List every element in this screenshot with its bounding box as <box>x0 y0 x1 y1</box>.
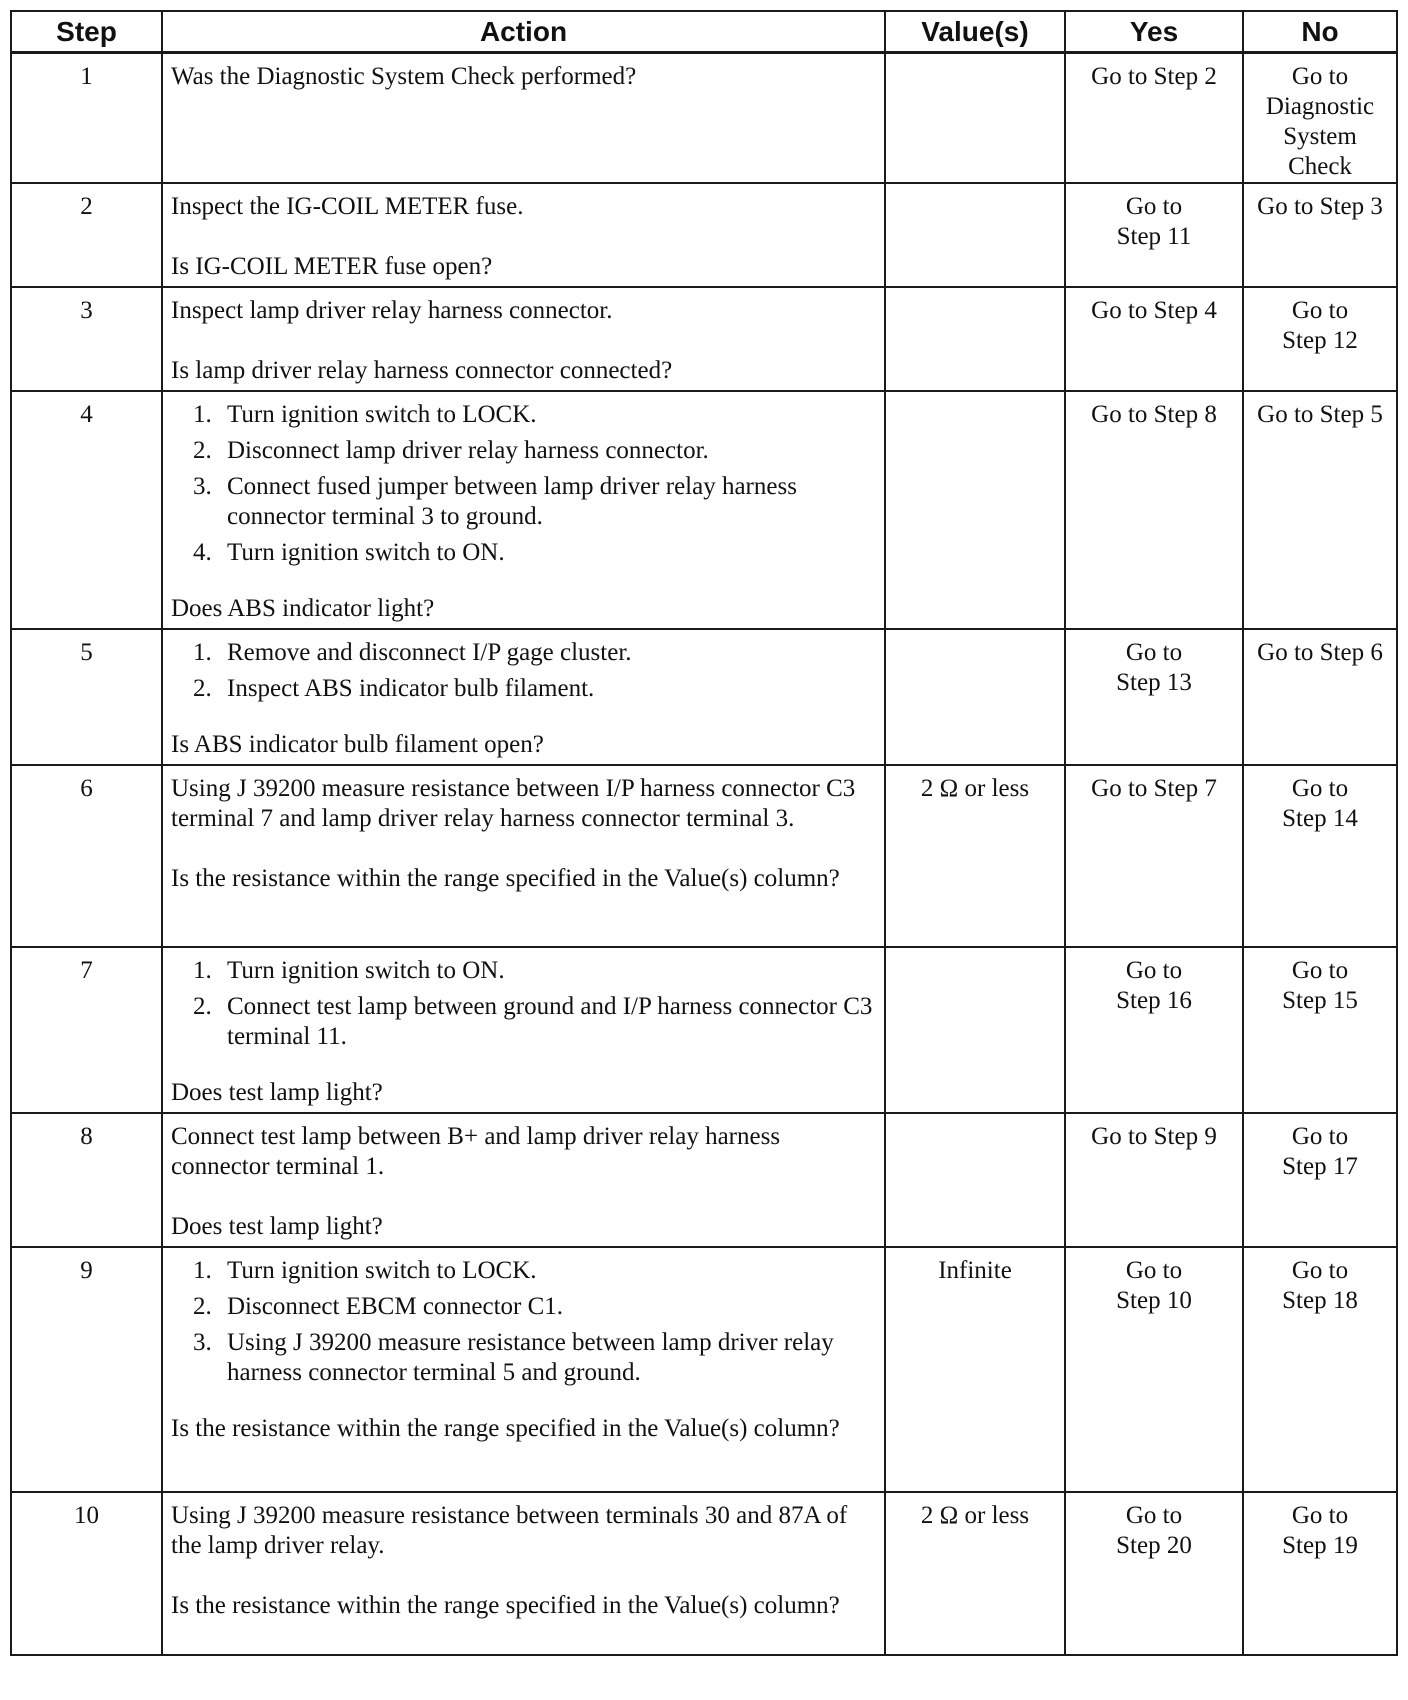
table-row <box>11 53 1397 184</box>
table-row <box>11 391 1397 629</box>
value-cell: 2 Ω or less <box>885 765 1065 947</box>
table-row <box>11 765 1397 947</box>
no-cell <box>1243 629 1397 765</box>
substep: 1. Remove and disconnect I/P gage cluster. <box>193 639 632 666</box>
substep: 3. Connect fused jumper between lamp driver relay harness connector terminal 3 to ground. <box>193 473 797 530</box>
table-row <box>11 287 1397 391</box>
substep-list <box>171 956 876 1052</box>
substep: 2. Connect test lamp between ground and I/P harness connector C3 terminal 11. <box>193 993 873 1050</box>
value-cell <box>885 629 1065 765</box>
yes-link: Go to Step 11 <box>1116 193 1192 250</box>
step-number: 6 <box>11 765 162 947</box>
no-cell <box>1243 287 1397 391</box>
table-row <box>11 1492 1397 1655</box>
substep: 1. Turn ignition switch to ON. <box>193 957 505 984</box>
action-cell <box>162 391 885 629</box>
action-question: Is lamp driver relay harness connector connected? <box>171 357 673 384</box>
action-question: Does ABS indicator light? <box>171 595 435 622</box>
no-cell <box>1243 947 1397 1113</box>
table-row <box>11 629 1397 765</box>
action-question: Does test lamp light? <box>171 1213 383 1240</box>
action-question: Is the resistance within the range specified in the Value(s) column? <box>171 865 840 892</box>
substep: 2. Disconnect lamp driver relay harness connector. <box>193 437 709 464</box>
no-cell <box>1243 183 1397 287</box>
value-cell <box>885 947 1065 1113</box>
no-link: Go to Step 6 <box>1257 639 1383 666</box>
substep-text: Connect fused jumper between lamp driver relay harness connector terminal 3 to ground. <box>227 473 797 530</box>
substep-text: Using J 39200 measure resistance between lamp driver relay harness connector terminal 5 and ground. <box>227 1329 834 1386</box>
header-row <box>11 11 1397 53</box>
action-question: Is the resistance within the range specified in the Value(s) column? <box>171 1592 840 1619</box>
substep-text: Turn ignition switch to ON. <box>227 539 505 566</box>
no-cell <box>1243 53 1397 184</box>
no-link: Go to Step 15 <box>1282 957 1358 1014</box>
step-number: 1 <box>11 53 162 184</box>
yes-link: Go to Step 20 <box>1116 1502 1192 1559</box>
step-number: 7 <box>11 947 162 1113</box>
header-step: Step <box>11 11 162 53</box>
action-cell <box>162 1492 885 1655</box>
yes-cell: Go to Step 4 <box>1065 287 1243 391</box>
no-link: Go to Step 14 <box>1282 775 1358 832</box>
step-number: 5 <box>11 629 162 765</box>
substep: 2. Disconnect EBCM connector C1. <box>193 1293 564 1320</box>
no-cell <box>1243 1113 1397 1247</box>
action-cell <box>162 183 885 287</box>
header-no: No <box>1243 11 1397 53</box>
step-number: 4 <box>11 391 162 629</box>
substep-text: Inspect ABS indicator bulb filament. <box>227 675 595 702</box>
no-link: Go to Step 19 <box>1282 1502 1358 1559</box>
action-cell <box>162 1247 885 1492</box>
substep-text: Turn ignition switch to LOCK. <box>227 1257 537 1284</box>
value-cell <box>885 287 1065 391</box>
value-cell <box>885 391 1065 629</box>
yes-link: Go to Step 10 <box>1116 1257 1192 1314</box>
table-row <box>11 947 1397 1113</box>
substep: 1. Turn ignition switch to LOCK. <box>193 1257 537 1284</box>
substep-text: Disconnect EBCM connector C1. <box>227 1293 564 1320</box>
yes-cell <box>1065 183 1243 287</box>
header-yes: Yes <box>1065 11 1243 53</box>
no-link: Go to Diagnostic System Check <box>1265 63 1375 180</box>
action-cell <box>162 1113 885 1247</box>
yes-link: Go to Step 16 <box>1116 957 1192 1014</box>
no-link: Go to Step 3 <box>1257 193 1383 220</box>
substep-text: Connect test lamp between ground and I/P harness connector C3 terminal 11. <box>227 993 873 1050</box>
substep-list <box>171 1256 876 1388</box>
action-cell <box>162 765 885 947</box>
action-question: Is the resistance within the range specified in the Value(s) column? <box>171 1415 840 1442</box>
yes-cell: Go to Step 8 <box>1065 391 1243 629</box>
action-text: Inspect lamp driver relay harness connector. <box>171 297 613 324</box>
substep-text: Disconnect lamp driver relay harness connector. <box>227 437 709 464</box>
value-cell: 2 Ω or less <box>885 1492 1065 1655</box>
action-text: Inspect the IG-COIL METER fuse. <box>171 193 524 220</box>
substep-text: Turn ignition switch to LOCK. <box>227 401 537 428</box>
header-values: Value(s) <box>885 11 1065 53</box>
value-cell: Infinite <box>885 1247 1065 1492</box>
substep: 4. Turn ignition switch to ON. <box>193 539 505 566</box>
action-text: Connect test lamp between B+ and lamp driver relay harness connector terminal 1. <box>171 1123 781 1180</box>
step-number: 10 <box>11 1492 162 1655</box>
step-number: 2 <box>11 183 162 287</box>
substep-list <box>171 400 876 568</box>
no-cell <box>1243 765 1397 947</box>
no-link: Go to Step 18 <box>1282 1257 1358 1314</box>
table-row <box>11 1247 1397 1492</box>
substep-text: Remove and disconnect I/P gage cluster. <box>227 639 632 666</box>
yes-cell <box>1065 947 1243 1113</box>
yes-link: Go to Step 13 <box>1116 639 1192 696</box>
no-cell <box>1243 1247 1397 1492</box>
action-text: Using J 39200 measure resistance between I/P harness connector C3 terminal 7 and lamp driver relay harness connector terminal 3. <box>171 775 856 832</box>
substep-text: Turn ignition switch to ON. <box>227 957 505 984</box>
no-link: Go to Step 5 <box>1257 401 1383 428</box>
step-number: 8 <box>11 1113 162 1247</box>
value-cell <box>885 53 1065 184</box>
table-row <box>11 1113 1397 1247</box>
action-cell <box>162 53 885 184</box>
value-cell <box>885 1113 1065 1247</box>
diagnostic-table <box>10 10 1398 1656</box>
action-cell <box>162 629 885 765</box>
substep: 1. Turn ignition switch to LOCK. <box>193 401 537 428</box>
action-question: Is IG-COIL METER fuse open? <box>171 253 493 280</box>
yes-cell: Go to Step 2 <box>1065 53 1243 184</box>
step-number: 3 <box>11 287 162 391</box>
substep-list <box>171 638 876 704</box>
action-text: Using J 39200 measure resistance between terminals 30 and 87A of the lamp driver relay. <box>171 1502 848 1559</box>
no-cell <box>1243 1492 1397 1655</box>
substep: 2. Inspect ABS indicator bulb filament. <box>193 675 595 702</box>
yes-cell: Go to Step 7 <box>1065 765 1243 947</box>
action-question: Does test lamp light? <box>171 1079 383 1106</box>
step-number: 9 <box>11 1247 162 1492</box>
action-question: Is ABS indicator bulb filament open? <box>171 731 544 758</box>
no-cell <box>1243 391 1397 629</box>
no-link: Go to Step 17 <box>1282 1123 1358 1180</box>
no-link: Go to Step 12 <box>1282 297 1358 354</box>
action-cell <box>162 287 885 391</box>
action-text: Was the Diagnostic System Check performed? <box>171 63 637 90</box>
yes-cell: Go to Step 9 <box>1065 1113 1243 1247</box>
header-action: Action <box>162 11 885 53</box>
yes-cell <box>1065 1247 1243 1492</box>
value-cell <box>885 183 1065 287</box>
action-cell <box>162 947 885 1113</box>
substep: 3. Using J 39200 measure resistance between lamp driver relay harness connector terminal 5 and ground. <box>193 1329 834 1386</box>
yes-cell <box>1065 629 1243 765</box>
table-row <box>11 183 1397 287</box>
yes-cell <box>1065 1492 1243 1655</box>
